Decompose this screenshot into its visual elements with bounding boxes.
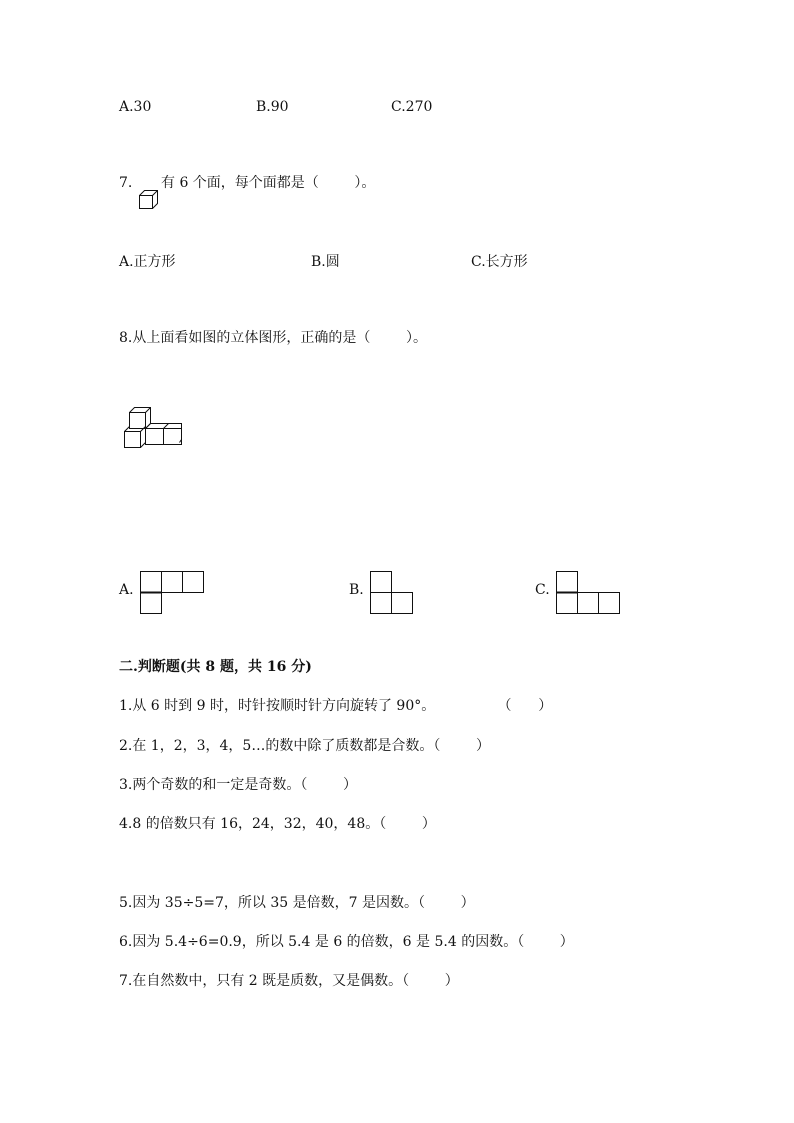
judge-item-1: 1.从 6 时到 9 时，时针按顺时针方向旋转了 90°。 （ ） bbox=[119, 698, 553, 714]
section-title: 二.判断题(共 8 题，共 16 分) bbox=[119, 659, 312, 675]
q8-option-b-figure bbox=[370, 571, 414, 615]
judge-item-2: 2.在 1，2，3，4，5…的数中除了质数都是合数。（ ） bbox=[119, 738, 490, 754]
q7-option-b: B.圆 bbox=[311, 254, 340, 270]
q8-option-a-label: A. bbox=[119, 582, 134, 598]
judge-item-4: 4.8 的倍数只有 16，24，32，40，48。（ ） bbox=[119, 816, 436, 832]
judge-item-7: 7.在自然数中，只有 2 既是质数，又是偶数。（ ） bbox=[119, 973, 459, 989]
q7-option-a: A.正方形 bbox=[119, 254, 176, 270]
judge-item-6: 6.因为 5.4÷6=0.9，所以 5.4 是 6 的倍数，6 是 5.4 的因数。（ ） bbox=[119, 934, 574, 950]
q8-text: 8.从上面看如图的立体图形，正确的是（ ）。 bbox=[119, 330, 427, 346]
q6-option-b: B.90 bbox=[256, 99, 289, 115]
q7-option-c: C.长方形 bbox=[471, 254, 528, 270]
q8-option-a-figure bbox=[140, 571, 206, 615]
q8-option-b-label: B. bbox=[349, 582, 364, 598]
q6-option-a: A.30 bbox=[119, 99, 152, 115]
cube-icon bbox=[139, 190, 161, 210]
q6-option-c: C.270 bbox=[391, 99, 433, 115]
judge-item-5: 5.因为 35÷5=7，所以 35 是倍数，7 是因数。（ ） bbox=[119, 895, 475, 911]
q8-option-c-figure bbox=[556, 571, 622, 615]
q7-number: 7. bbox=[119, 175, 133, 191]
q7-text: 有 6 个面，每个面都是（ ）。 bbox=[161, 175, 376, 191]
judge-item-3: 3.两个奇数的和一定是奇数。（ ） bbox=[119, 777, 357, 793]
cube-stack-figure bbox=[124, 406, 184, 451]
q8-option-c-label: C. bbox=[535, 582, 550, 598]
